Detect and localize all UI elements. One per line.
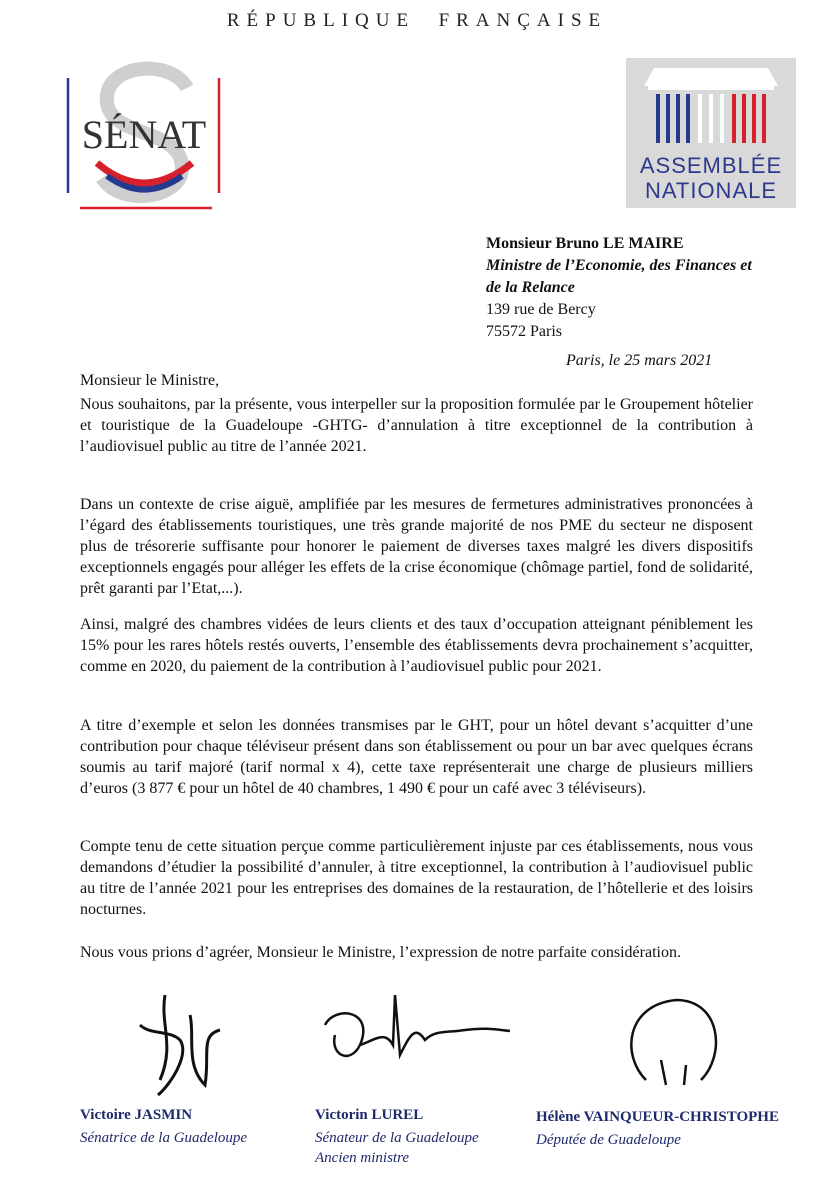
assemblee-nationale-logo xyxy=(626,58,796,208)
signature-block-lurel xyxy=(315,985,535,1175)
handwritten-signature-lurel xyxy=(315,985,535,1105)
signatory-name: Victoire JASMIN xyxy=(80,1107,193,1123)
an-logo-line1: ASSEMBLÉE xyxy=(639,153,783,178)
paragraph-3: Ainsi, malgré des chambres vidées de leurs clients et des taux d’occupation atteignant péniblement les 15% pour les rares hôtels restés ouverts, l’ensemble des établissements devra prochainement s’acquitter, comme en 2020, du paiement de la contribution à l’audiovisuel public pour 2021. xyxy=(80,616,753,675)
signatory-name: Hélène VAINQUEUR-CHRISTOPHE xyxy=(536,1109,779,1125)
recipient-name: Monsieur Bruno LE MAIRE xyxy=(486,235,684,252)
paragraph-4: A titre d’exemple et selon les données transmises par le GHT, pour un hôtel devant s’acquitter d’une contribution pour chaque téléviseur présent dans son établissement ou pour un bar avec quelques écrans soumis au tarif majoré (tarif normal x 4), cette taxe représenterait une charge de plusieurs milliers d’euros (3 877 € pour un hôtel de 40 chambres, 1 490 € pour un café avec 3 téléviseurs). xyxy=(80,717,753,797)
recipient-title-line2: de la Relance xyxy=(486,279,575,296)
signatory-role: Sénatrice de la Guadeloupe xyxy=(80,1130,248,1146)
paragraph-5: Compte tenu de cette situation perçue comme particulièrement injuste par ces établissements, nous vous demandons d’étudier la possibilité d’annuler, à titre exceptionnel, la contribution à l’audiovisuel public au titre de l’année 2021 pour les entreprises des domaines de la restauration, de l’hôtellerie et des loisirs nocturnes. xyxy=(80,838,753,918)
republique-francaise-header: RÉPUBLIQUE FRANÇAISE xyxy=(226,10,608,31)
senat-logo-text: SÉNAT xyxy=(81,112,207,157)
letter-date: Paris, le 25 mars 2021 xyxy=(566,352,713,369)
handwritten-signature-vainqueur xyxy=(536,985,826,1105)
paragraph-6: Nous vous prions d’agréer, Monsieur le Ministre, l’expression de notre parfaite considération. xyxy=(80,944,681,961)
signature-block-jasmin xyxy=(80,985,280,1175)
signature-block-vainqueur xyxy=(536,985,826,1175)
recipient-street: 139 rue de Bercy xyxy=(486,301,596,318)
signatory-role: Sénateur de la Guadeloupe xyxy=(315,1130,479,1146)
salutation: Monsieur le Ministre, xyxy=(80,372,220,389)
recipient-city: 75572 Paris xyxy=(486,323,562,340)
paragraph-2: Dans un contexte de crise aiguë, amplifiée par les mesures de fermetures administratives prononcées à l’égard des établissements touristiques, une très grande majorité de nos PME du secteur ne disposent plus de trésorerie suffisante pour honorer le paiement de diverses taxes malgré les divers dispositifs exceptionnels engagés pour alléger les effets de la crise économique (chômage partiel, fond de solidarité, prêt garanti par l’Etat,...). xyxy=(80,496,753,597)
signatory-role: Députée de Guadeloupe xyxy=(536,1132,681,1148)
signatory-name: Victorin LUREL xyxy=(315,1107,424,1123)
senat-logo xyxy=(62,58,227,218)
signatory-role-2: Ancien ministre xyxy=(315,1150,410,1166)
handwritten-signature-jasmin xyxy=(80,985,280,1105)
an-logo-line2: NATIONALE xyxy=(644,178,778,203)
recipient-block xyxy=(486,233,752,343)
recipient-title-line1: Ministre de l’Economie, des Finances et xyxy=(486,257,752,274)
paragraph-1: Nous souhaitons, par la présente, vous interpeller sur la proposition formulée par le Groupement hôtelier et touristique de la Guadeloupe -GHTG- d’annulation à titre exceptionnel de la contribution à l’audiovisuel public au titre de l’année 2021. xyxy=(80,396,753,455)
